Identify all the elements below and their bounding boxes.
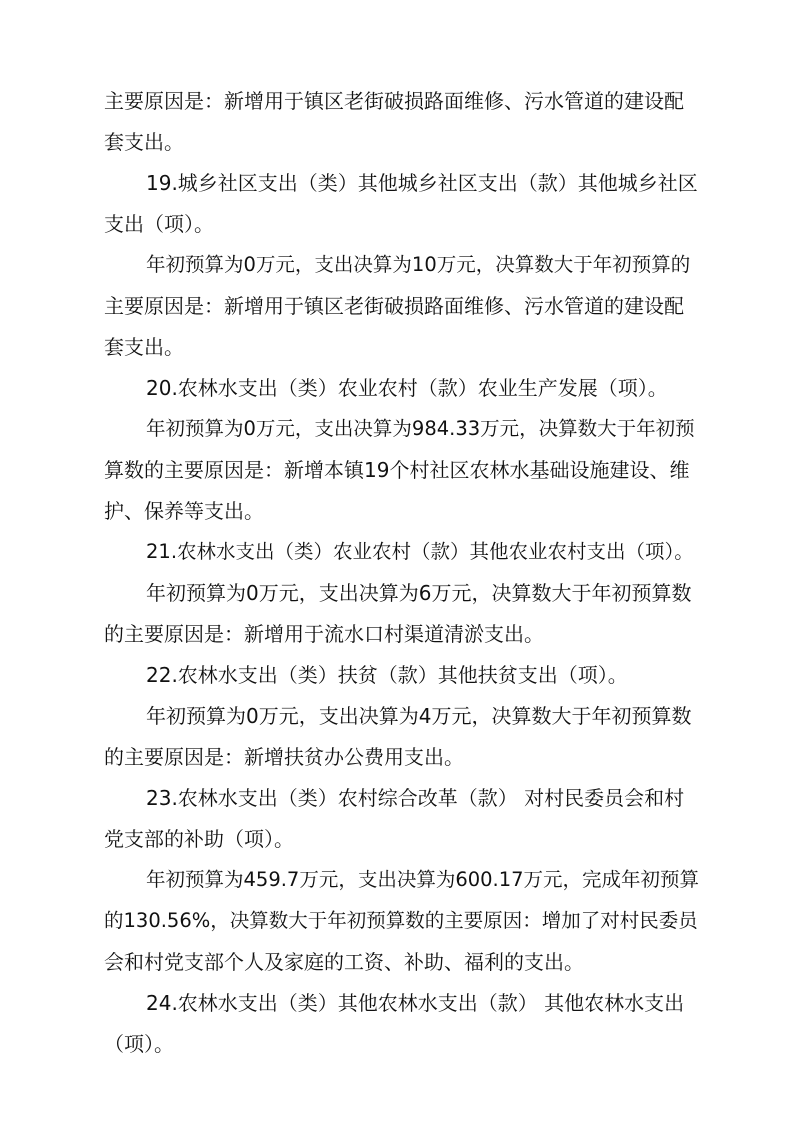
section-heading-24: 24.农林水支出（类）其他农林水支出（款） 其他农林水支出 (146, 991, 685, 1015)
text-line: 的主要原因是：新增用于流水口村渠道清淤支出。 (104, 622, 544, 646)
text-line: 年初预算为459.7万元，支出决算为600.17万元，完成年初预算 (146, 868, 700, 891)
text-line: 主要原因是：新增用于镇区老街破损路面维修、污水管道的建设配 (104, 89, 684, 113)
section-heading-20: 20.农林水支出（类）农业农村（款）农业生产发展（项）。 (146, 376, 668, 400)
text-line: 年初预算为0万元，支出决算为10万元，决算数大于年初预算的 (146, 253, 691, 276)
text-line: 套支出。 (104, 130, 184, 154)
text-line: 党支部的补助（项）。 (104, 827, 294, 851)
section-heading-21: 21.农林水支出（类）农业农村（款）其他农业农村支出（项）。 (146, 540, 694, 563)
text-line: 的主要原因是：新增扶贫办公费用支出。 (104, 745, 464, 769)
text-line: 年初预算为0万元，支出决算为984.33万元，决算数大于年初预 (146, 417, 695, 440)
text-line: 套支出。 (104, 335, 184, 359)
text-line: 护、保养等支出。 (104, 499, 264, 523)
section-heading-19: 19.城乡社区支出（类）其他城乡社区支出（款）其他城乡社区 (146, 171, 698, 195)
text-line: （项）。 (104, 1032, 174, 1056)
text-line: 算数的主要原因是：新增本镇19个村社区农林水基础设施建设、维 (104, 458, 690, 482)
text-line: 的130.56%，决算数大于年初预算数的主要原因：增加了对村民委员 (104, 909, 698, 932)
text-line: 主要原因是：新增用于镇区老街破损路面维修、污水管道的建设配 (104, 294, 684, 318)
text-line: 会和村党支部个人及家庭的工资、补助、福利的支出。 (104, 950, 584, 974)
text-line: 年初预算为0万元，支出决算为4万元，决算数大于年初预算数 (146, 704, 692, 728)
section-heading-22: 22.农林水支出（类）扶贫（款）其他扶贫支出（项）。 (146, 663, 628, 687)
text-line: 年初预算为0万元，支出决算为6万元，决算数大于年初预算数 (146, 581, 692, 605)
section-heading-23: 23.农林水支出（类）农村综合改革（款） 对村民委员会和村 (146, 786, 685, 810)
text-line: 支出（项）。 (104, 212, 214, 236)
